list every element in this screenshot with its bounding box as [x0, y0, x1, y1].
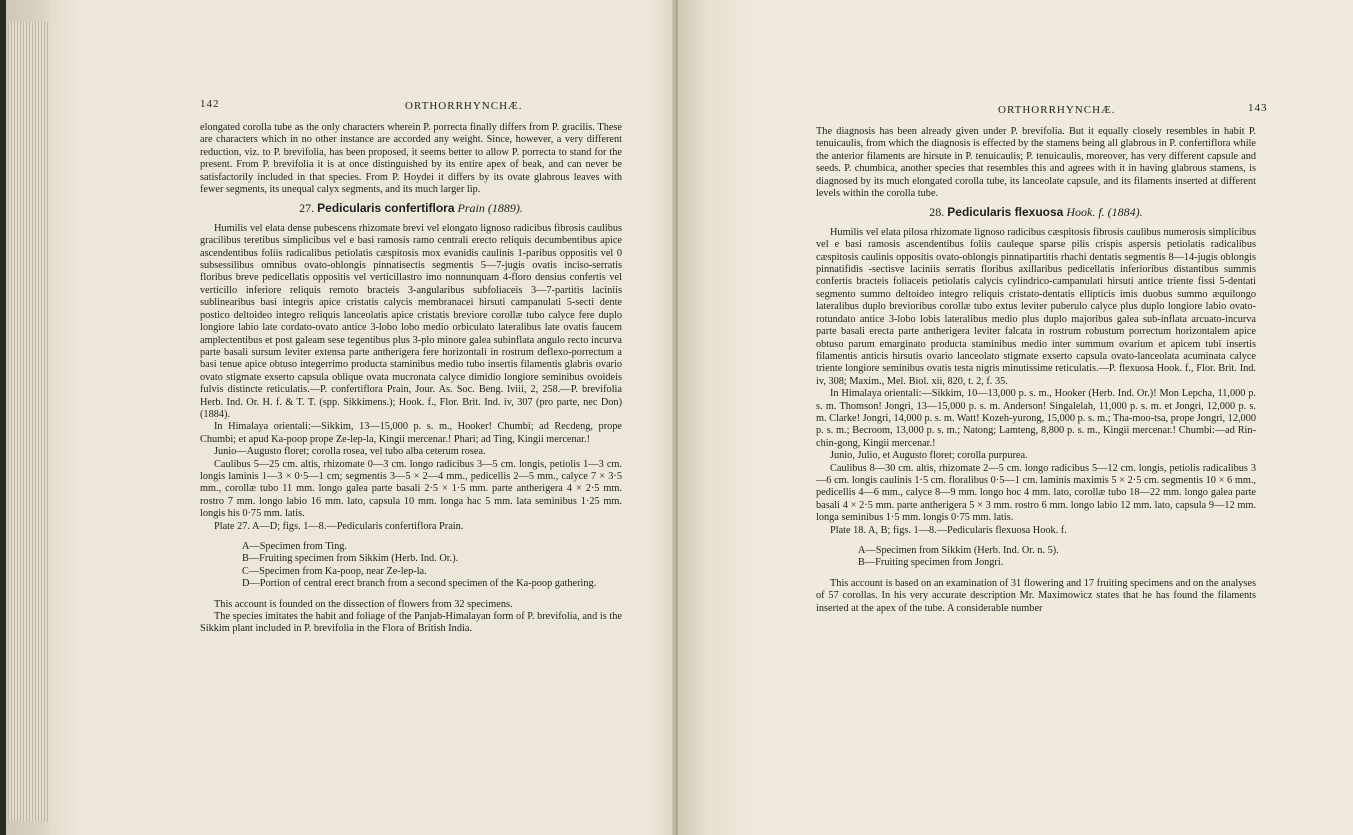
left-flowering: Junio—Augusto floret; corolla rosea, vel tubo alba ceterum rosea. — [214, 446, 486, 458]
right-page-number: 143 — [1248, 102, 1268, 114]
right-intro-paragraph: The diagnosis has been already given under P. brevifolia. But it equally closely resembles in habit P. tenuicaulis, from which the diagnosis is effected by the stamens being all glabrous in P. confertiflora while the anterior filaments are hirsute in P. tenuicaulis; P. tenuicaulis, moreover, has very different capsule and seeds. P. chumbica, another species that resembles this and agrees with it in having glabrous stamens, is diagnosed by its much elongated corolla tube, its lanceolate capsule, and its filaments inserted at different levels within the corolla tube. — [816, 126, 1256, 200]
left-species-heading — [200, 202, 622, 214]
left-page — [50, 0, 678, 835]
left-running-head: ORTHORRHYNCHÆ. — [405, 100, 523, 112]
left-plate-caption: Plate 27. A—D; figs. 1—8.—Pedicularis confertiflora Prain. — [214, 520, 464, 532]
left-species-name: Pedicularis confertiflora — [317, 201, 455, 216]
right-species-authority: Hook. f. (1884). — [1066, 205, 1143, 220]
left-closing-paragraph: The species imitates the habit and foliage of the Panjab-Himalayan form of P. brevifolia, and is the Sikkim plant included in P. brevifolia in the Flora of British India. — [200, 611, 622, 635]
right-distribution: In Himalaya orientali:—Sikkim, 10—13,000 p. s. m., Hooker (Herb. Ind. Or.)! Mon Lepcha, 11,000 p. s. m. Thomson! Jongri, 13—15,000 p. s. m. Anderson! Singalelah, 11,000 p. s. m. et Jongri, 12,000 p. s. m. Clarke! Jongri, 14,000 p. s. m. Watt! Kozeh-yurong, 15,000 p. s. m.; Tha-moo-tsa, prope Jongri, 12,000 p. s. m.; Becroom, 13,000 p. s. m.; Natong; Lamteng, 8,800 p. s. m., Kingii mercenar.! Chumbi:—ad Rin-chin-gong, Kingii mercenar.! — [816, 388, 1256, 449]
page-edges — [8, 22, 54, 822]
right-plate-item: A—Specimen from Sikkim (Herb. Ind. Or. n. 5). — [858, 545, 1059, 556]
left-plate-item: A—Specimen from Ting. — [242, 541, 347, 552]
right-page — [678, 0, 1353, 835]
right-species-number: 28. — [929, 205, 945, 220]
right-plate-item: B—Fruiting specimen from Jongri. — [858, 557, 1004, 569]
left-species-number: 27. — [299, 201, 315, 216]
left-intro-paragraph: elongated corolla tube as the only characters wherein P. porrecta finally differs from P. gracilis. These are characters which in no other instance are accorded any weight. Since, however, a very different reduction, viz. to P. brevifolia, has been proposed, it seems better to allow P. porrecta to stand for the present. From P. brevifolia it is at once distinguished by its entire apex of beak, and can never be satisfactorily included in that species. From P. Hoydei it differs by its ovate glabrous leaves with fewer segments, its unequal calyx segments, and its much larger lip. — [200, 122, 622, 196]
right-text-column — [816, 126, 1256, 615]
left-closing-paragraph: This account is founded on the dissection of flowers from 32 specimens. — [214, 598, 513, 610]
left-plate-item: C—Specimen from Ka-poop, near Ze-lep-la. — [242, 565, 427, 577]
left-page-number: 142 — [200, 98, 220, 110]
right-species-heading — [816, 206, 1256, 218]
right-flowering: Junio, Julio, et Augusto floret; corolla purpurea. — [830, 450, 1028, 462]
right-measurements: Caulibus 8—30 cm. altis, rhizomate 2—5 cm. longo radicibus 5—12 cm. longis, petiolis radicalibus 3—6 cm. longis caulinis 1·5 cm. floralibus 0·5—1 cm. laminis maximis 5 × 2·5 cm. segmentis 10 × 6 mm., pedicellis 4—6 mm., calyce 8—9 mm. longo hoc 4 mm. lato, corollæ tubo 18—22 mm. longo galea parte basali 4 × 2·5 mm. parte antherigera 5 × 3 mm. rostro 6 mm. longo labio 12 mm. lato, capsula 9—12 mm. longa seminibus 1·5 mm. longis 0·75 mm. latis. — [816, 462, 1256, 524]
left-measurements: Caulibus 5—25 cm. altis, rhizomate 0—3 cm. longo radicibus 3—5 cm. longis, petiolis 1—3 cm. longis laminis 1—3 × 0·5—1 cm; segmentis 3—5 × 2—4 mm., pedicellis 2—5 mm., calyce 7 × 3·5 mm., corollæ tubo 11 mm. longo galea parte basali 2·5 × 1·5 mm. parte antherigera 4 × 2·5 mm. rostro 7 mm. longo labio 16 mm. lato, capsula 10 mm. longa hac 5 mm. lata seminibus 1·25 mm. longis his 0·75 mm. latis. — [200, 458, 622, 520]
right-latin-description: Humilis vel elata pilosa rhizomate lignoso radicibus cæspitosis fibrosis caulibus numerosis simplicibus vel e basi ramosis ascendentibus foliis cauleque sparse pilis crispis aspersis petiolatis radicalibus cæspitosis caulinis oppositis ovato-oblongis pinnatipartitis rhachi dentatis segmentis 8—14-jugis oblongis pinnatifidis -sectisve laciniis serratis floribus axillaribus pedicellatis inferioribus distantibus summis confertis bracteis foliaceis petiolatis calycis cylindrico-campanulati hirsuti antice triente fissi 5-dentati segmento summo deltoideo integro reliquis cristato-dentatis ellipticis imis duobus summo æquilongo lateralibus duplo brevioribus corollæ tubo extus leviter puberulo calyce plus duplo longiore labio ovato-rotundato antice 3-lobo lobis lateralibus medio plus duplo majoribus galea sub-inflata arcuato-incurva parte basali erecta parte antherigera leviter falcata in rostrum robustum porrectum horizontalem apice obtuso parum emarginato producta staminibus medio inter summum ovarium et apicem tubi insertis filamentis anticis hirsutis ovario lanceolato stigmate exserto capsula ovato-lanceolata acuminata calyce triente longiore seminibus ovatis testa nigris minutissime reticulatis.—P. flexuosa Hook. f., Flor. Brit. Ind. iv, 308; Maxim., Mel. Biol. xii, 820, t. 2, f. 35. — [816, 226, 1256, 387]
left-species-authority: Prain (1889). — [457, 201, 523, 216]
right-plate-caption: Plate 18. A, B; figs. 1—8.—Pedicularis flexuosa Hook. f. — [830, 524, 1067, 536]
left-plate-item: B—Fruiting specimen from Sikkim (Herb. Ind. Or.). — [242, 553, 459, 565]
right-species-name: Pedicularis flexuosa — [947, 205, 1064, 220]
left-text-column — [200, 122, 622, 636]
left-plate-item: D—Portion of central erect branch from a second specimen of the Ka-poop gathering. — [242, 578, 597, 590]
left-distribution: In Himalaya orientali:—Sikkim, 13—15,000 p. s. m., Hooker! Chumbi; ad Recdeng, prope Chumbi; et apud Ka-poop prope Ze-lep-la, Kingii mercenar.! Phari; ad Ting, Kingii mercenar.! — [200, 421, 622, 445]
left-latin-description: Humilis vel elata dense pubescens rhizomate brevi vel elongato lignoso radicibus fibrosis caulibus gracilibus teretibus simplicibus vel e basi ramosis ramo centrali erecto reliquis decumbentibus apice ascendentibus foliis radicalibus petiolatis cæspitosis mox evanidis caulinis 1-paribus oppositis vel 0 subsessilibus omnibus ovato-oblongis pinnatisectis segmentis 5—7-jugis ovatis inciso-serratis floribus breve pedicellatis oppositis vel verticillastro imo nonnunquam 4-floro densius confertis vel verticillo inferiore reliquis remoto bracteis 3-angularibus subfoliaceis 3—7-partitis laciniis sublinearibus basi integris apice cristatis calycis membranacei hirsuti campanulati 5-secti dente postico deltoideo integro reliquis lanceolatis apice cristatis breviore corollæ tubo calyce fere duplo longiore labio late cordato-ovato antice 3-lobo lobo medio orbiculato lateralibus late ovatis faucem amplectentibus et post galeam sese tegentibus plus 3-plo minore galea subinflata angulo recto incurva parte basali sursum leviter extensa parte antherigera fere horizontali in rostrum deflexo-porrectum a basi tenue apice obtuso integerrimo producta staminibus medio tubo insertis filamentis glabris ovario ovato stigmate exserto capsula oblique ovata mucronata calyce dimidio longiore seminibus ovoideis fulvis distincte reticulatis.—P. confertiflora Prain, Jour. As. Soc. Beng. lviii, 2, 258.—P. brevifolia Herb. Ind. Or. H. f. & T. T. (spp. Sikkimens.); Hook. f., Flor. Brit. Ind. iv, 307 (pro parte, nec Don) (1884). — [200, 222, 622, 420]
right-closing-paragraph: This account is based on an examination of 31 flowering and 17 fruiting specimens and on the analyses of 57 corollas. In his very accurate description Mr. Maximowicz states that he has found the filaments inserted at the apex of the tube. A considerable number — [816, 577, 1256, 614]
right-running-head: ORTHORRHYNCHÆ. — [998, 104, 1116, 116]
